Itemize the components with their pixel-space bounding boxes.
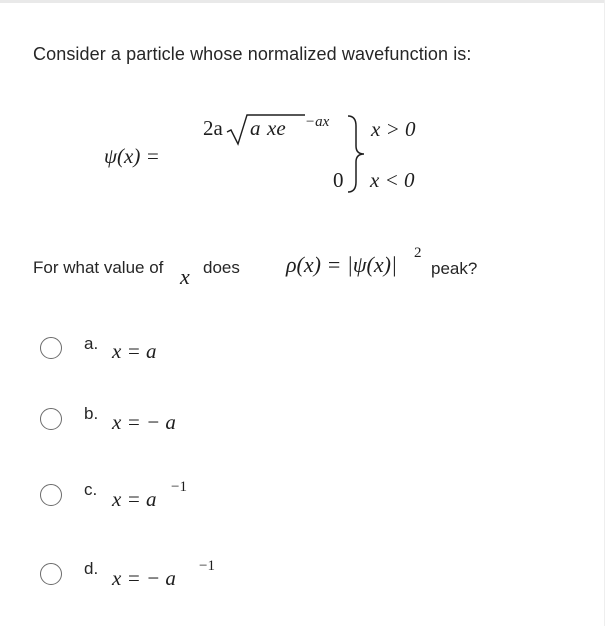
equation-case1-prefix — [203, 116, 223, 141]
right-brace — [342, 112, 370, 196]
equation-case2-value: 0 — [333, 168, 344, 192]
option-d-radio[interactable] — [40, 563, 62, 585]
option-b-radio[interactable] — [40, 408, 62, 430]
equation-case2-condition: x < 0 — [370, 168, 415, 192]
question-density-expression: ρ(x) = |ψ(x)| — [286, 252, 397, 277]
option-b-expression[interactable]: x = − a — [112, 410, 176, 434]
question-prompt-mid: does — [203, 258, 240, 277]
option-b-letter[interactable]: b. — [84, 404, 99, 423]
top-divider — [0, 0, 605, 3]
option-c-radio[interactable] — [40, 484, 62, 506]
equation-radicand: a — [250, 116, 261, 140]
equation-exponent: −ax — [305, 114, 330, 130]
question-prompt-pre: For what value of — [33, 258, 164, 277]
option-d-expression[interactable]: x = − a — [112, 566, 176, 590]
question-power: 2 — [414, 245, 422, 261]
option-d-exponent: −1 — [199, 558, 215, 574]
equation-coefficient: 2a — [203, 116, 223, 140]
option-c-exponent: −1 — [171, 479, 187, 495]
option-c-letter[interactable]: c. — [84, 480, 98, 499]
option-a-letter[interactable]: a. — [84, 334, 99, 353]
question-intro: Consider a particle whose normalized wavefunction is: — [33, 44, 472, 64]
equation-xe: xe — [267, 116, 286, 140]
option-d-letter[interactable]: d. — [84, 559, 99, 578]
option-c-expression[interactable]: x = a — [112, 487, 157, 511]
option-a-radio[interactable] — [40, 337, 62, 359]
question-variable: x — [180, 264, 190, 289]
option-a-expression[interactable]: x = a — [112, 339, 157, 363]
equation-lhs: ψ(x) = — [104, 144, 160, 168]
equation-case1-condition: x > 0 — [371, 117, 416, 141]
question-prompt-post: peak? — [431, 259, 478, 278]
